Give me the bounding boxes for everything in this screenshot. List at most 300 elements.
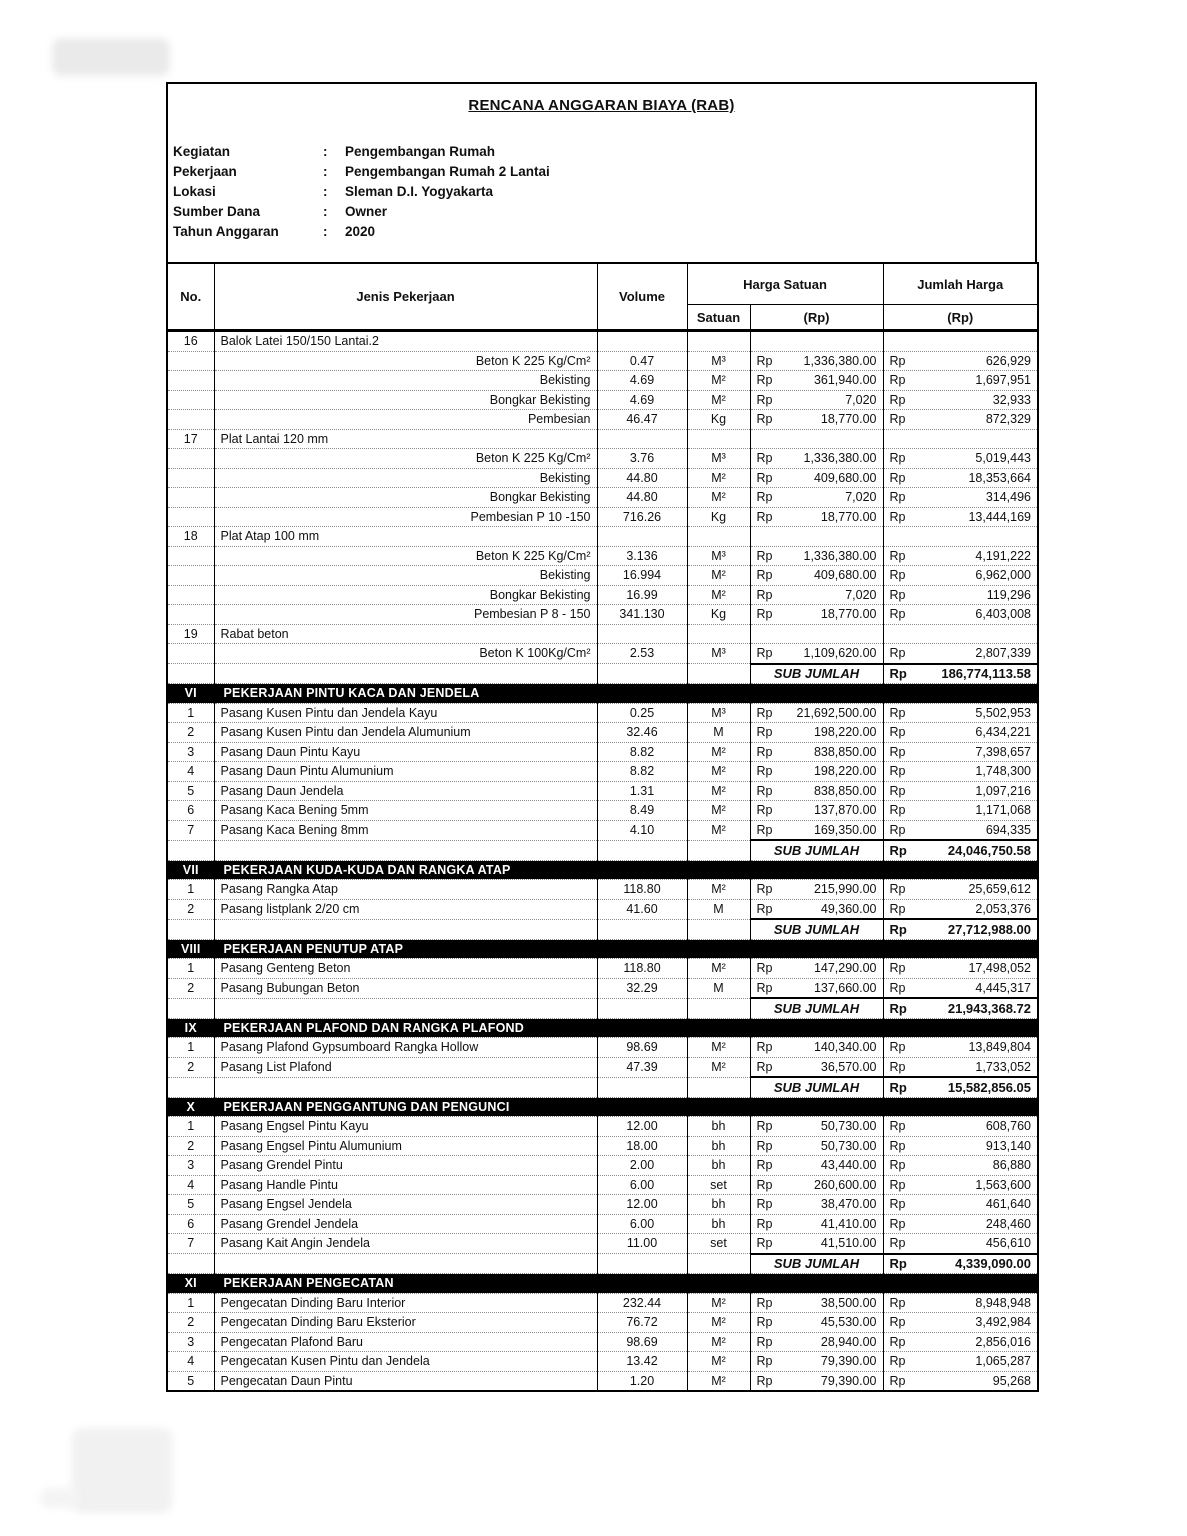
cell-satuan bbox=[687, 840, 750, 860]
cell-no: 4 bbox=[167, 1352, 214, 1372]
cell-jumlah-harga-value: 119,296 bbox=[986, 587, 1031, 602]
cell-harga-satuan bbox=[750, 644, 883, 664]
cell-jumlah-harga bbox=[883, 585, 1038, 605]
cell-jumlah-harga bbox=[883, 1371, 1038, 1391]
table-row bbox=[167, 742, 1038, 762]
cell-jenis-pekerjaan: Pengecatan Dinding Baru Interior bbox=[214, 1293, 597, 1313]
cell-jumlah-harga-value: 626,929 bbox=[985, 353, 1031, 368]
cell-volume: 1.20 bbox=[597, 1371, 687, 1391]
currency-prefix: Rp bbox=[756, 470, 773, 485]
cell-jumlah-harga bbox=[883, 351, 1038, 371]
cell-satuan bbox=[687, 624, 750, 644]
cell-jenis-pekerjaan: Beton K 225 Kg/Cm² bbox=[214, 351, 597, 371]
cell-satuan bbox=[687, 527, 750, 547]
cell-jumlah-harga bbox=[883, 880, 1038, 900]
cell-volume: 98.69 bbox=[597, 1038, 687, 1058]
table-row bbox=[167, 762, 1038, 782]
cell-jumlah-harga bbox=[883, 781, 1038, 801]
cell-jumlah-harga-value: 18,353,664 bbox=[968, 470, 1031, 485]
table-row bbox=[167, 410, 1038, 430]
info-label: Kegiatan bbox=[173, 144, 231, 159]
info-colon: : bbox=[323, 164, 328, 179]
cell-harga-satuan bbox=[750, 1352, 883, 1372]
cell-harga-satuan bbox=[750, 468, 883, 488]
cell-satuan: M² bbox=[687, 820, 750, 840]
currency-prefix: Rp bbox=[889, 1059, 906, 1074]
currency-prefix: Rp bbox=[756, 1119, 773, 1133]
cell-jenis-pekerjaan: Pasang Daun Jendela bbox=[214, 781, 597, 801]
cell-satuan: M³ bbox=[687, 644, 750, 664]
info-row-tahun-anggaran bbox=[173, 222, 1035, 242]
cell-jumlah-harga bbox=[883, 1234, 1038, 1254]
cell-no bbox=[167, 410, 214, 430]
cell-jumlah-harga bbox=[883, 624, 1038, 644]
currency-prefix: Rp bbox=[756, 587, 773, 602]
cell-satuan: M bbox=[687, 978, 750, 998]
cell-no bbox=[167, 1254, 214, 1274]
cell-jenis-pekerjaan: Pasang Rangka Atap bbox=[214, 880, 597, 900]
currency-prefix: Rp bbox=[889, 666, 907, 682]
cell-volume bbox=[597, 331, 687, 352]
currency-prefix: Rp bbox=[889, 744, 906, 759]
cell-volume: 16.99 bbox=[597, 585, 687, 605]
cell-volume: 13.42 bbox=[597, 1352, 687, 1372]
cell-harga-satuan-value: 7,020 bbox=[845, 587, 877, 602]
info-colon: : bbox=[323, 224, 328, 239]
cell-jenis-pekerjaan: Pasang Grendel Pintu bbox=[214, 1156, 597, 1176]
cell-no: 6 bbox=[167, 1214, 214, 1234]
currency-prefix: Rp bbox=[756, 1295, 773, 1310]
table-row bbox=[167, 351, 1038, 371]
cell-harga-satuan bbox=[750, 820, 883, 840]
cell-no: 3 bbox=[167, 742, 214, 762]
cell-jumlah-harga bbox=[883, 1038, 1038, 1058]
cell-harga-satuan-value: 50,730.00 bbox=[820, 1119, 877, 1133]
cell-harga-satuan-value: 1,336,380.00 bbox=[803, 353, 877, 368]
cell-jumlah-harga-value: 1,097,216 bbox=[975, 783, 1031, 798]
cell-no bbox=[167, 998, 214, 1018]
cell-satuan bbox=[687, 919, 750, 939]
subtotal-label: SUB JUMLAH bbox=[750, 998, 883, 1018]
cell-jumlah-harga bbox=[883, 371, 1038, 391]
section-header-row bbox=[167, 684, 1038, 704]
cell-volume: 8.49 bbox=[597, 801, 687, 821]
currency-prefix: Rp bbox=[756, 1315, 773, 1329]
cell-satuan bbox=[687, 331, 750, 352]
table-row bbox=[167, 1136, 1038, 1156]
cell-harga-satuan bbox=[750, 1175, 883, 1195]
info-row-pekerjaan bbox=[173, 162, 1035, 182]
cell-no: 2 bbox=[167, 1136, 214, 1156]
table-row bbox=[167, 1038, 1038, 1058]
subtotal-row bbox=[167, 664, 1038, 684]
currency-prefix: Rp bbox=[889, 1334, 906, 1349]
section-title: PEKERJAAN PLAFOND DAN RANGKA PLAFOND bbox=[214, 1018, 1038, 1038]
cell-harga-satuan-value: 36,570.00 bbox=[820, 1059, 877, 1074]
cell-jumlah-harga bbox=[883, 762, 1038, 782]
cell-satuan: Kg bbox=[687, 507, 750, 527]
cell-harga-satuan-value: 28,940.00 bbox=[820, 1334, 877, 1349]
cell-jumlah-harga-value: 13,444,169 bbox=[968, 509, 1031, 524]
table-row bbox=[167, 1352, 1038, 1372]
subtotal-row bbox=[167, 1254, 1038, 1274]
cell-volume: 3.76 bbox=[597, 449, 687, 469]
table-row bbox=[167, 1234, 1038, 1254]
cell-jumlah-harga-value: 248,460 bbox=[985, 1216, 1031, 1231]
cell-harga-satuan bbox=[750, 703, 883, 723]
section-header-row bbox=[167, 1274, 1038, 1294]
cell-satuan: M² bbox=[687, 1332, 750, 1352]
cell-jenis-pekerjaan: Pasang listplank 2/20 cm bbox=[214, 899, 597, 919]
cell-no: 7 bbox=[167, 820, 214, 840]
currency-prefix: Rp bbox=[756, 646, 773, 660]
cell-jumlah-harga-value: 17,498,052 bbox=[968, 961, 1031, 975]
currency-prefix: Rp bbox=[889, 1079, 907, 1095]
currency-prefix: Rp bbox=[756, 882, 773, 896]
info-label: Sumber Dana bbox=[173, 204, 261, 219]
currency-prefix: Rp bbox=[756, 548, 773, 563]
cell-harga-satuan-value: 198,220.00 bbox=[813, 764, 877, 778]
cell-jenis-pekerjaan: Pasang List Plafond bbox=[214, 1057, 597, 1077]
cell-harga-satuan-value: 45,530.00 bbox=[820, 1315, 877, 1329]
table-row bbox=[167, 390, 1038, 410]
cell-jenis-pekerjaan: Beton K 100Kg/Cm² bbox=[214, 644, 597, 664]
cell-jumlah-harga-value: 1,563,600 bbox=[975, 1177, 1031, 1192]
cell-harga-satuan-value: 361,940.00 bbox=[813, 373, 877, 387]
cell-satuan: M³ bbox=[687, 703, 750, 723]
table-row bbox=[167, 468, 1038, 488]
currency-prefix: Rp bbox=[889, 373, 906, 387]
cell-jenis-pekerjaan: Bekisting bbox=[214, 468, 597, 488]
document-header-box bbox=[166, 82, 1037, 262]
currency-prefix: Rp bbox=[889, 882, 906, 896]
currency-prefix: Rp bbox=[889, 587, 906, 602]
cell-jumlah-harga bbox=[883, 449, 1038, 469]
subtotal-label: SUB JUMLAH bbox=[750, 1077, 883, 1097]
cell-jenis-pekerjaan: Pasang Kait Angin Jendela bbox=[214, 1234, 597, 1254]
cell-jumlah-harga-value: 2,856,016 bbox=[975, 1334, 1031, 1349]
cell-no: 5 bbox=[167, 1371, 214, 1391]
cell-harga-satuan-value: 409,680.00 bbox=[813, 470, 877, 485]
cell-jenis bbox=[214, 664, 597, 684]
cell-jumlah-harga-value: 25,659,612 bbox=[968, 882, 1031, 896]
cell-harga-satuan bbox=[750, 1313, 883, 1333]
cell-harga-satuan-value: 79,390.00 bbox=[820, 1373, 877, 1388]
currency-prefix: Rp bbox=[756, 744, 773, 759]
cell-no: 2 bbox=[167, 899, 214, 919]
currency-prefix: Rp bbox=[756, 1059, 773, 1074]
cell-volume: 44.80 bbox=[597, 468, 687, 488]
cell-satuan: M² bbox=[687, 1352, 750, 1372]
cell-no: 4 bbox=[167, 762, 214, 782]
cell-harga-satuan bbox=[750, 351, 883, 371]
cell-volume bbox=[597, 429, 687, 449]
currency-prefix: Rp bbox=[889, 509, 906, 524]
cell-jumlah-harga-value: 4,445,317 bbox=[975, 980, 1031, 995]
cell-volume: 118.80 bbox=[597, 959, 687, 979]
cell-jumlah-harga bbox=[883, 703, 1038, 723]
currency-prefix: Rp bbox=[889, 1373, 906, 1388]
cell-volume: 18.00 bbox=[597, 1136, 687, 1156]
cell-jumlah-harga bbox=[883, 1136, 1038, 1156]
currency-prefix: Rp bbox=[756, 803, 773, 817]
currency-prefix: Rp bbox=[889, 1158, 906, 1172]
cell-satuan: M² bbox=[687, 959, 750, 979]
currency-prefix: Rp bbox=[756, 509, 773, 524]
cell-volume bbox=[597, 1254, 687, 1274]
cell-jenis-pekerjaan: Pasang Handle Pintu bbox=[214, 1175, 597, 1195]
cell-harga-satuan bbox=[750, 1057, 883, 1077]
cell-jumlah-harga bbox=[883, 644, 1038, 664]
subtotal-row bbox=[167, 998, 1038, 1018]
column-header-no: No. bbox=[167, 263, 214, 331]
cell-satuan: set bbox=[687, 1175, 750, 1195]
cell-harga-satuan bbox=[750, 1214, 883, 1234]
currency-prefix: Rp bbox=[756, 392, 773, 407]
cell-volume: 118.80 bbox=[597, 880, 687, 900]
table-row bbox=[167, 585, 1038, 605]
section-header-row bbox=[167, 860, 1038, 880]
cell-jumlah-harga bbox=[883, 1117, 1038, 1137]
cell-jumlah-harga bbox=[883, 527, 1038, 547]
cell-satuan: M² bbox=[687, 566, 750, 586]
cell-jenis-pekerjaan: Bongkar Bekisting bbox=[214, 390, 597, 410]
cell-volume: 0.25 bbox=[597, 703, 687, 723]
cell-satuan: M² bbox=[687, 1371, 750, 1391]
section-number: IX bbox=[167, 1018, 214, 1038]
currency-prefix: Rp bbox=[889, 961, 906, 975]
cell-harga-satuan bbox=[750, 527, 883, 547]
subtotal-label: SUB JUMLAH bbox=[750, 919, 883, 939]
currency-prefix: Rp bbox=[889, 470, 906, 485]
cell-no: 2 bbox=[167, 1057, 214, 1077]
currency-prefix: Rp bbox=[889, 1236, 906, 1250]
section-title: PEKERJAAN PENUTUP ATAP bbox=[214, 939, 1038, 959]
cell-jumlah-harga-value: 872,329 bbox=[985, 412, 1031, 426]
table-row bbox=[167, 507, 1038, 527]
table-row bbox=[167, 1195, 1038, 1215]
cell-jenis-pekerjaan: Bekisting bbox=[214, 566, 597, 586]
subtotal-amount-value: 21,943,368.72 bbox=[947, 1000, 1031, 1016]
cell-satuan bbox=[687, 1254, 750, 1274]
cell-no bbox=[167, 566, 214, 586]
info-value: Pengembangan Rumah bbox=[345, 144, 496, 159]
cell-no: 3 bbox=[167, 1156, 214, 1176]
cell-volume: 8.82 bbox=[597, 762, 687, 782]
currency-prefix: Rp bbox=[889, 607, 906, 621]
cell-volume: 16.994 bbox=[597, 566, 687, 586]
cell-harga-satuan-value: 43,440.00 bbox=[820, 1158, 877, 1172]
cell-jumlah-harga bbox=[883, 410, 1038, 430]
cell-jumlah-harga bbox=[883, 1156, 1038, 1176]
cell-satuan: M² bbox=[687, 781, 750, 801]
cell-jumlah-harga-value: 1,748,300 bbox=[975, 764, 1031, 778]
currency-prefix: Rp bbox=[889, 490, 906, 504]
cell-jenis-pekerjaan: Pasang Kaca Bening 5mm bbox=[214, 801, 597, 821]
cell-jenis-pekerjaan: Pasang Engsel Pintu Alumunium bbox=[214, 1136, 597, 1156]
cell-satuan: M² bbox=[687, 468, 750, 488]
section-number: VIII bbox=[167, 939, 214, 959]
cell-satuan: M² bbox=[687, 742, 750, 762]
cell-volume: 6.00 bbox=[597, 1214, 687, 1234]
cell-jenis bbox=[214, 840, 597, 860]
cell-harga-satuan-value: 198,220.00 bbox=[813, 725, 877, 739]
cell-jenis-pekerjaan: Pasang Kusen Pintu dan Jendela Kayu bbox=[214, 703, 597, 723]
table-row bbox=[167, 959, 1038, 979]
cell-no: 1 bbox=[167, 1117, 214, 1137]
cell-jenis-pekerjaan: Beton K 225 Kg/Cm² bbox=[214, 546, 597, 566]
subtotal-amount-value: 27,712,988.00 bbox=[947, 921, 1031, 937]
cell-satuan: M² bbox=[687, 762, 750, 782]
cell-harga-satuan-value: 18,770.00 bbox=[820, 412, 877, 426]
cell-jumlah-harga-value: 6,962,000 bbox=[975, 568, 1031, 582]
cell-volume: 47.39 bbox=[597, 1057, 687, 1077]
cell-jumlah-harga bbox=[883, 742, 1038, 762]
cell-jenis-pekerjaan: Bongkar Bekisting bbox=[214, 585, 597, 605]
cell-harga-satuan bbox=[750, 546, 883, 566]
cell-jumlah-harga-value: 7,398,657 bbox=[975, 744, 1031, 759]
cell-jumlah-harga bbox=[883, 1175, 1038, 1195]
subtotal-label: SUB JUMLAH bbox=[750, 664, 883, 684]
cell-jenis bbox=[214, 919, 597, 939]
cell-volume: 4.10 bbox=[597, 820, 687, 840]
subtotal-row bbox=[167, 840, 1038, 860]
cell-jumlah-harga-value: 1,171,068 bbox=[975, 803, 1031, 817]
table-row bbox=[167, 801, 1038, 821]
info-value: 2020 bbox=[345, 224, 376, 239]
cell-jenis-pekerjaan: Pasang Plafond Gypsumboard Rangka Hollow bbox=[214, 1038, 597, 1058]
cell-no: 7 bbox=[167, 1234, 214, 1254]
cell-volume: 6.00 bbox=[597, 1175, 687, 1195]
currency-prefix: Rp bbox=[756, 961, 773, 975]
cell-satuan: M bbox=[687, 723, 750, 743]
cell-volume: 341.130 bbox=[597, 605, 687, 625]
cell-jenis-pekerjaan: Pengecatan Kusen Pintu dan Jendela bbox=[214, 1352, 597, 1372]
cell-jenis-pekerjaan: Pembesian P 10 -150 bbox=[214, 507, 597, 527]
table-row bbox=[167, 1313, 1038, 1333]
currency-prefix: Rp bbox=[889, 1177, 906, 1192]
cell-jenis-pekerjaan: Pembesian bbox=[214, 410, 597, 430]
page-title: RENCANA ANGGARAN BIAYA (RAB) bbox=[468, 97, 735, 114]
cell-volume: 2.53 bbox=[597, 644, 687, 664]
info-label: Tahun Anggaran bbox=[173, 224, 279, 239]
table-row bbox=[167, 644, 1038, 664]
currency-prefix: Rp bbox=[889, 1119, 906, 1133]
section-title: PEKERJAAN PENGECATAN bbox=[214, 1274, 1038, 1294]
info-value: Pengembangan Rumah 2 Lantai bbox=[345, 164, 550, 179]
currency-prefix: Rp bbox=[756, 822, 773, 837]
cell-jumlah-harga bbox=[883, 1352, 1038, 1372]
cell-volume: 46.47 bbox=[597, 410, 687, 430]
cell-jumlah-harga bbox=[883, 959, 1038, 979]
column-header-satuan: Satuan bbox=[687, 305, 750, 331]
cell-jenis-pekerjaan: Pasang Genteng Beton bbox=[214, 959, 597, 979]
cell-harga-satuan bbox=[750, 899, 883, 919]
currency-prefix: Rp bbox=[889, 1256, 907, 1272]
cell-no bbox=[167, 449, 214, 469]
cell-jumlah-harga bbox=[883, 1293, 1038, 1313]
currency-prefix: Rp bbox=[756, 1040, 773, 1054]
cell-no: 3 bbox=[167, 1332, 214, 1352]
cell-harga-satuan bbox=[750, 507, 883, 527]
table-row bbox=[167, 723, 1038, 743]
table-row bbox=[167, 1371, 1038, 1391]
column-header-jumlah-rp: (Rp) bbox=[883, 305, 1038, 331]
section-number: X bbox=[167, 1097, 214, 1117]
cell-harga-satuan bbox=[750, 566, 883, 586]
cell-harga-satuan-value: 838,850.00 bbox=[813, 783, 877, 798]
table-row bbox=[167, 566, 1038, 586]
cell-harga-satuan-value: 147,290.00 bbox=[813, 961, 877, 975]
cell-harga-satuan bbox=[750, 959, 883, 979]
cell-harga-satuan bbox=[750, 605, 883, 625]
cell-harga-satuan-value: 260,600.00 bbox=[813, 1177, 877, 1192]
cell-satuan: M² bbox=[687, 1038, 750, 1058]
cell-harga-satuan-value: 137,870.00 bbox=[813, 803, 877, 817]
currency-prefix: Rp bbox=[756, 1334, 773, 1349]
cell-volume: 716.26 bbox=[597, 507, 687, 527]
currency-prefix: Rp bbox=[756, 901, 773, 916]
cell-no bbox=[167, 840, 214, 860]
section-number: VI bbox=[167, 684, 214, 704]
cell-jumlah-harga-value: 13,849,804 bbox=[968, 1040, 1031, 1054]
cell-jumlah-harga-value: 456,610 bbox=[985, 1236, 1031, 1250]
cell-no: 1 bbox=[167, 1293, 214, 1313]
cell-harga-satuan-value: 21,692,500.00 bbox=[796, 705, 877, 720]
section-number: VII bbox=[167, 860, 214, 880]
cell-no bbox=[167, 1077, 214, 1097]
cell-harga-satuan bbox=[750, 488, 883, 508]
cell-harga-satuan-value: 1,336,380.00 bbox=[803, 451, 877, 465]
currency-prefix: Rp bbox=[756, 1138, 773, 1153]
cell-harga-satuan-value: 79,390.00 bbox=[820, 1354, 877, 1368]
currency-prefix: Rp bbox=[889, 353, 906, 368]
cell-harga-satuan bbox=[750, 585, 883, 605]
cell-jenis-pekerjaan: Bongkar Bekisting bbox=[214, 488, 597, 508]
table-row bbox=[167, 880, 1038, 900]
cell-harga-satuan bbox=[750, 1234, 883, 1254]
subtotal-row bbox=[167, 1077, 1038, 1097]
info-colon: : bbox=[323, 204, 328, 219]
table-row bbox=[167, 781, 1038, 801]
cell-harga-satuan-value: 38,470.00 bbox=[820, 1197, 877, 1211]
cell-volume: 0.47 bbox=[597, 351, 687, 371]
cell-jumlah-harga bbox=[883, 899, 1038, 919]
cell-jumlah-harga bbox=[883, 1057, 1038, 1077]
cell-harga-satuan bbox=[750, 371, 883, 391]
subtotal-amount-value: 15,582,856.05 bbox=[947, 1079, 1031, 1095]
subtotal-amount bbox=[883, 1077, 1038, 1097]
cell-no: 18 bbox=[167, 527, 214, 547]
currency-prefix: Rp bbox=[889, 1295, 906, 1310]
cell-jenis-pekerjaan: Rabat beton bbox=[214, 624, 597, 644]
currency-prefix: Rp bbox=[756, 607, 773, 621]
cell-no bbox=[167, 919, 214, 939]
cell-jumlah-harga-value: 86,880 bbox=[992, 1158, 1031, 1172]
cell-volume bbox=[597, 527, 687, 547]
rab-table-body bbox=[167, 331, 1038, 1392]
currency-prefix: Rp bbox=[889, 783, 906, 798]
cell-harga-satuan bbox=[750, 978, 883, 998]
table-row bbox=[167, 1117, 1038, 1137]
info-label: Lokasi bbox=[173, 184, 216, 199]
cell-no: 5 bbox=[167, 781, 214, 801]
cell-jenis-pekerjaan: Pasang Daun Pintu Alumunium bbox=[214, 762, 597, 782]
scan-artifact bbox=[72, 1428, 172, 1513]
currency-prefix: Rp bbox=[756, 373, 773, 387]
currency-prefix: Rp bbox=[756, 1373, 773, 1388]
cell-harga-satuan bbox=[750, 1332, 883, 1352]
